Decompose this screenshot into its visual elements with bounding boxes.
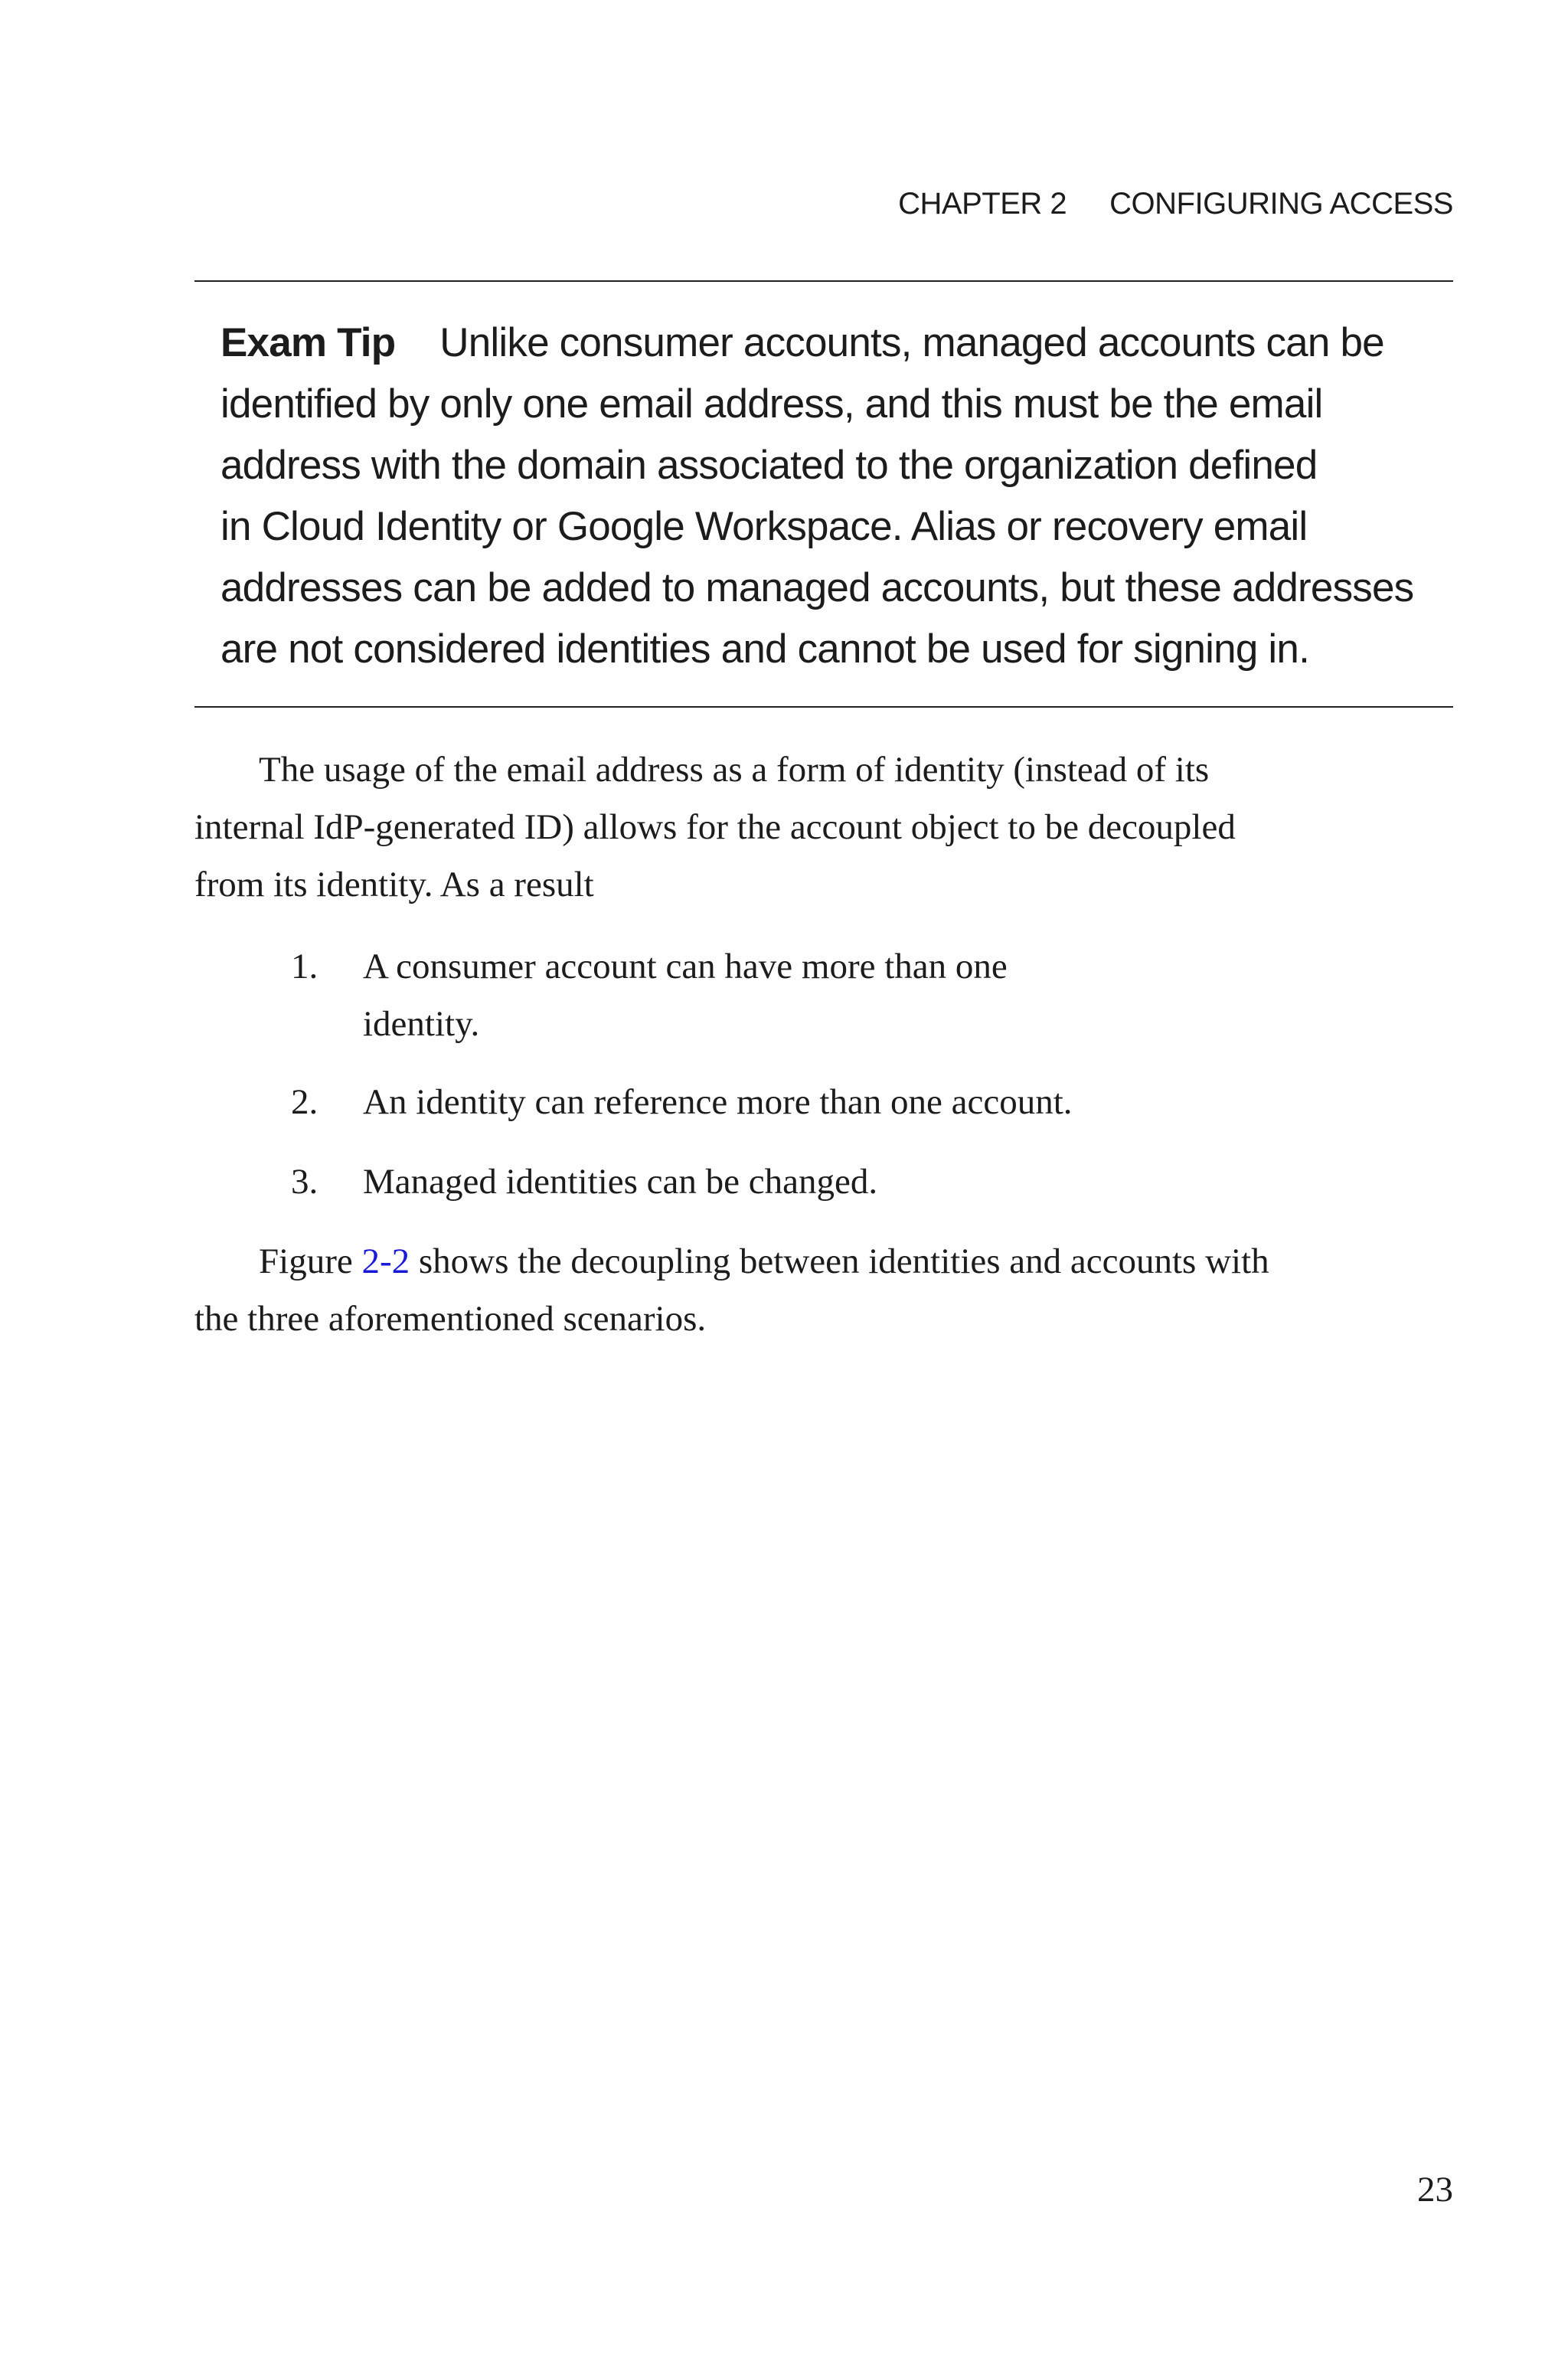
numbered-list-item-2 bbox=[291, 1074, 1073, 1131]
list-number: 2. bbox=[291, 1082, 318, 1122]
body-paragraph-1 bbox=[194, 741, 1465, 914]
exam-tip-line: in Cloud Identity or Google Workspace. Alias or recovery email bbox=[220, 504, 1308, 549]
exam-tip-line bbox=[220, 312, 1430, 374]
paragraph-line: the three aforementioned scenarios. bbox=[194, 1299, 707, 1339]
paragraph-line bbox=[194, 1233, 1465, 1290]
paragraph-line: internal IdP-generated ID) allows for the account object to be decoupled bbox=[194, 807, 1236, 847]
paragraph-text: shows the decoupling between identities and accounts with bbox=[410, 1241, 1269, 1281]
exam-tip-label: Exam Tip bbox=[220, 320, 396, 365]
chapter-title: CONFIGURING ACCESS bbox=[1109, 187, 1453, 221]
exam-tip-line: identified by only one email address, and this must be the email bbox=[220, 381, 1323, 427]
numbered-list-item-1 bbox=[291, 938, 1008, 1053]
paragraph-text: Figure bbox=[259, 1241, 362, 1281]
list-item-line: identity. bbox=[363, 1004, 480, 1044]
list-item-line: An identity can reference more than one account. bbox=[363, 1082, 1073, 1122]
exam-tip-box bbox=[194, 280, 1453, 708]
list-item-line: Managed identities can be changed. bbox=[363, 1162, 878, 1202]
paragraph-line: The usage of the email address as a form of identity (instead of its bbox=[259, 750, 1210, 790]
numbered-list-item-3 bbox=[291, 1153, 877, 1211]
exam-tip-line-text: Unlike consumer accounts, managed accounts can be bbox=[439, 320, 1384, 365]
list-number: 3. bbox=[291, 1162, 318, 1202]
chapter-number: CHAPTER 2 bbox=[898, 187, 1067, 221]
exam-tip-text bbox=[220, 312, 1430, 680]
exam-tip-line: addresses can be added to managed accounts, but these addresses bbox=[220, 565, 1414, 610]
running-header bbox=[898, 187, 1453, 221]
page-number: 23 bbox=[1417, 2170, 1453, 2210]
list-number: 1. bbox=[291, 947, 318, 986]
exam-tip-line: address with the domain associated to the organization defined bbox=[220, 443, 1318, 488]
paragraph-line: from its identity. As a result bbox=[194, 865, 594, 904]
list-item-line: A consumer account can have more than one bbox=[363, 947, 1008, 986]
body-paragraph-2 bbox=[194, 1233, 1465, 1348]
exam-tip-line: are not considered identities and cannot be used for signing in. bbox=[220, 626, 1310, 672]
figure-link[interactable]: 2-2 bbox=[361, 1241, 410, 1281]
